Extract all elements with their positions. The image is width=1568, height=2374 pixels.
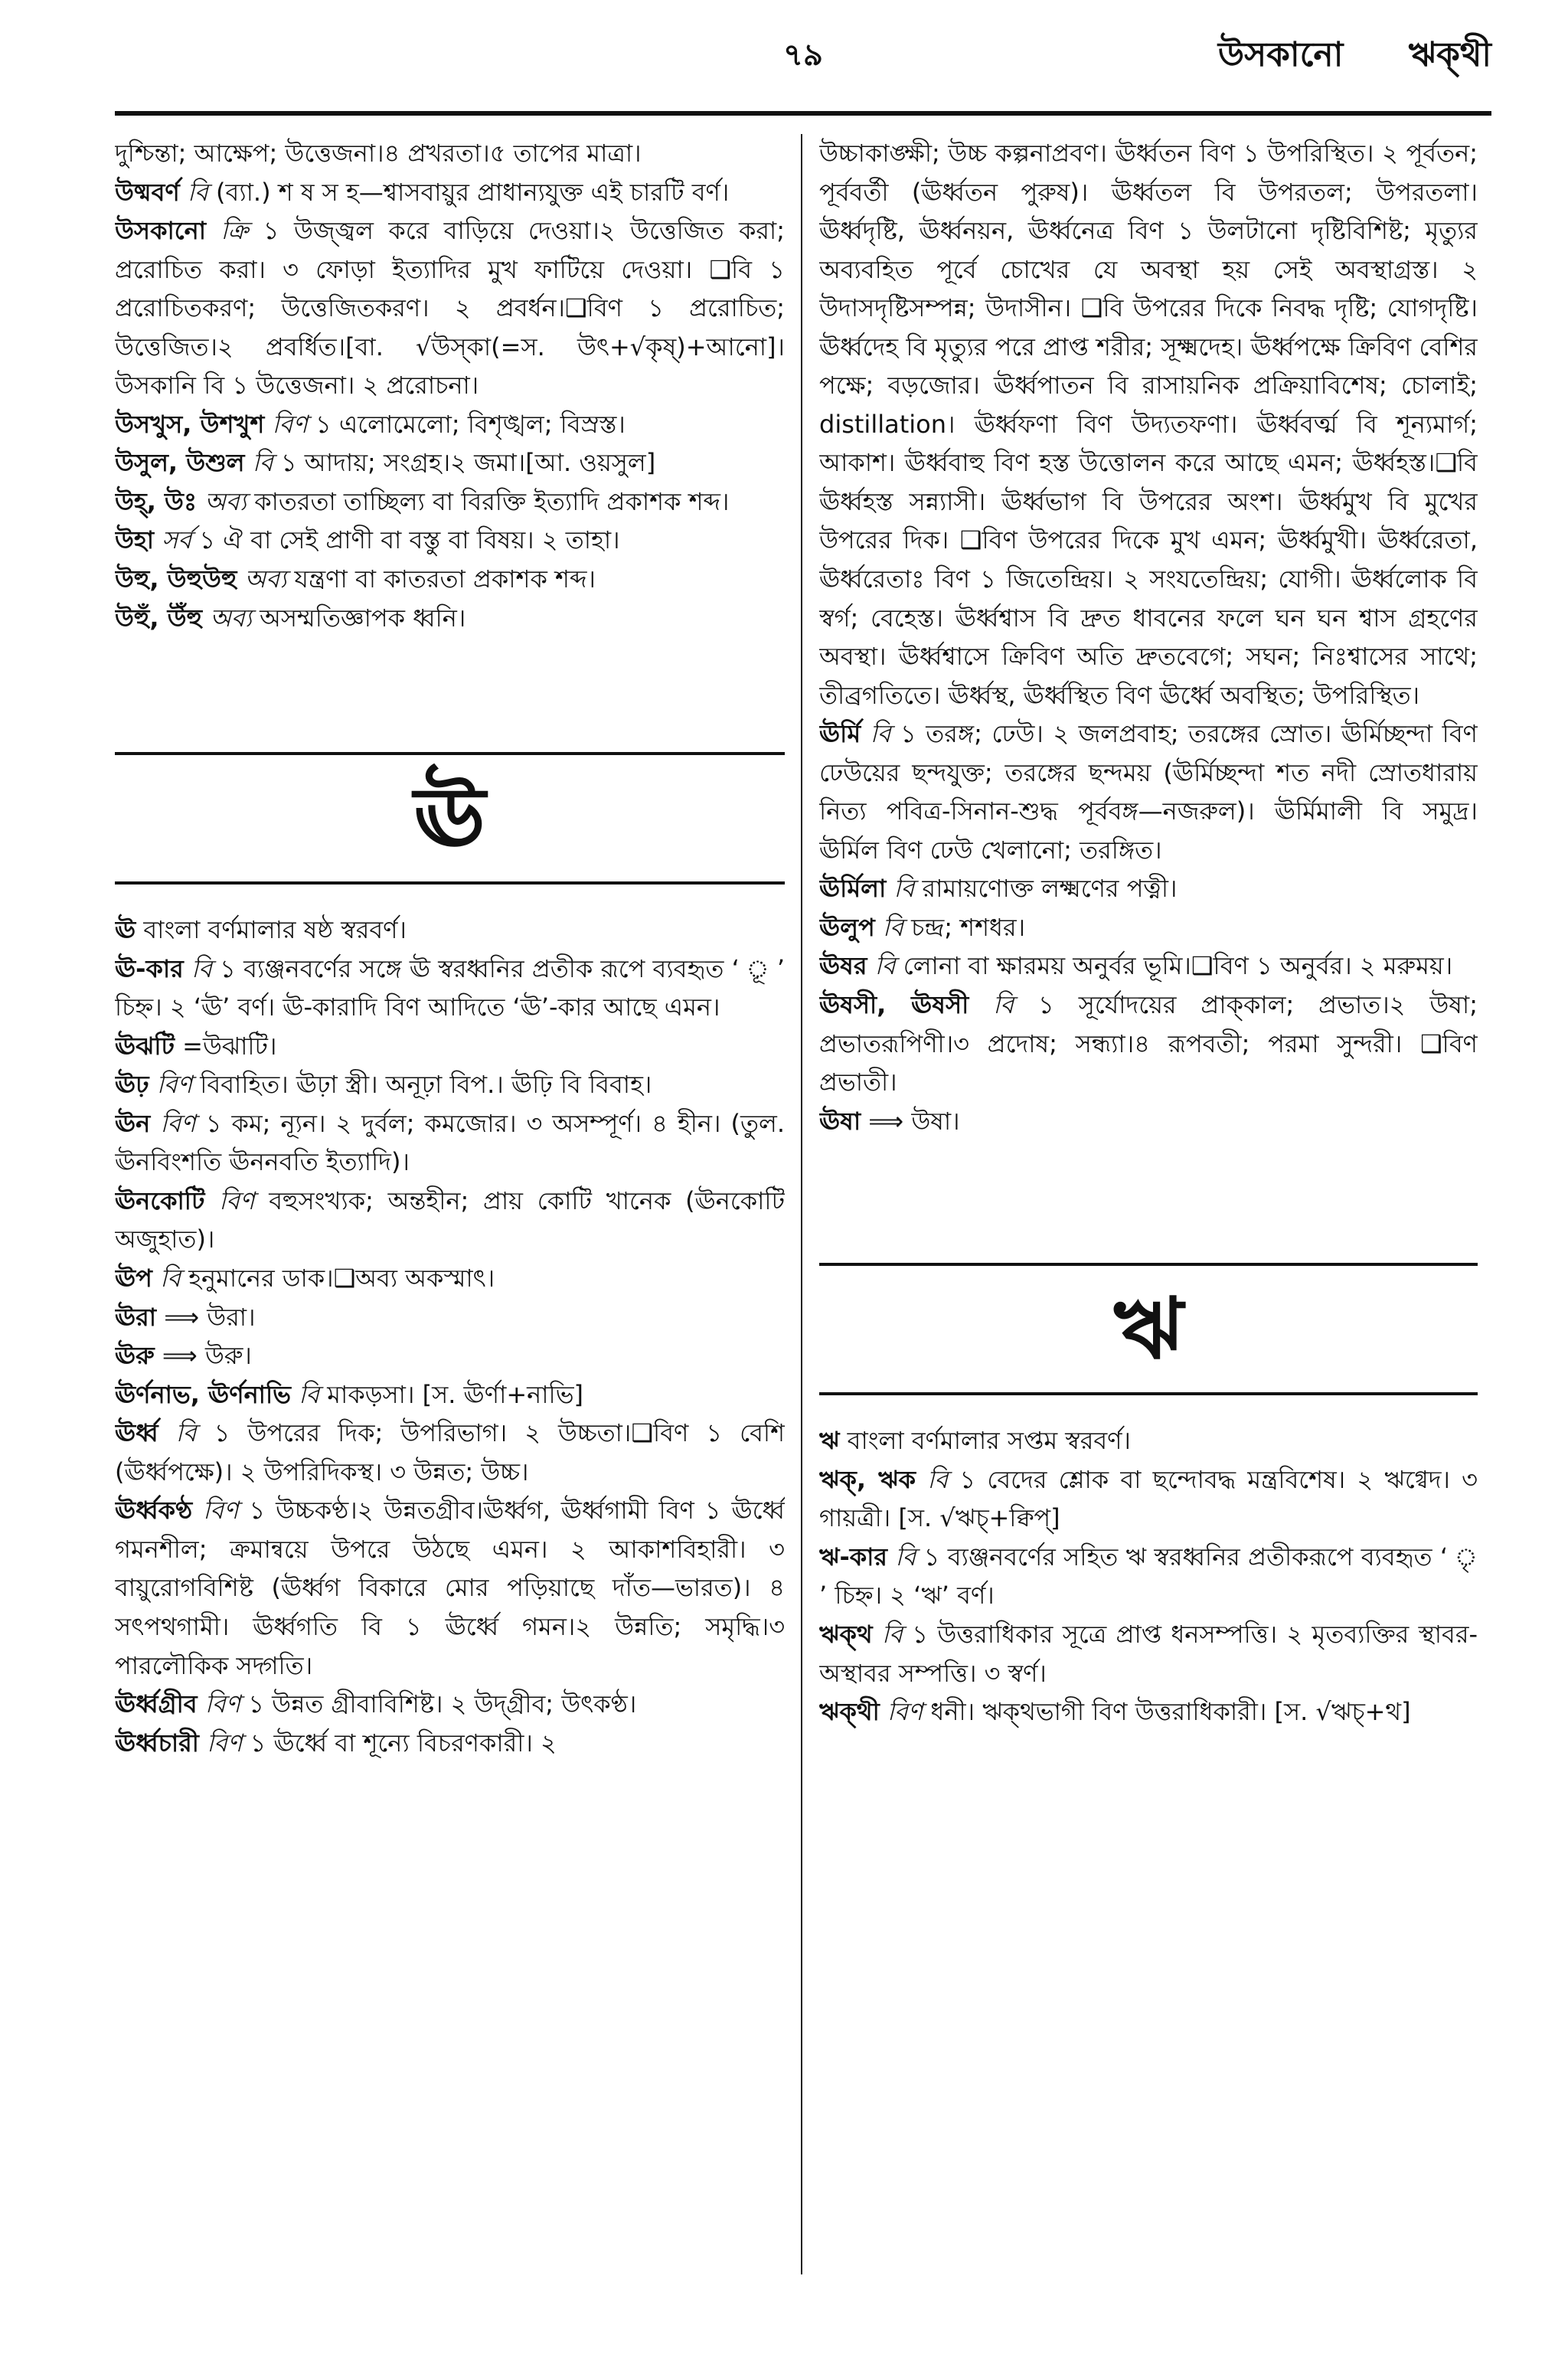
dictionary-entry [819,714,1478,869]
part-of-speech: বি [175,1418,197,1448]
definition-text: উচ্চাকাঙ্ক্ষী; উচ্চ কল্পনাপ্রবণ। ঊর্ধ্বতন বিণ ১ উপরিস্থিত। ২ পূর্বতন; পূর্ববর্তী (ঊর্ধ্বতন পুরুষ)। ঊর্ধ্বতল বি উপরতল; উপরতলা। ঊর্ধ্বদৃষ্টি, ঊর্ধ্বনয়ন, ঊর্ধ্বনেত্র বিণ ১ উলটানো দৃষ্টিবিশিষ্ট; মৃত্যুর অব্যবহিত পূর্বে চোখের যে অবস্থা হয় সেই অবস্থাগ্রস্ত। ২ উদাসদৃষ্টিসম্পন্ন; উদাসীন। ❑বি উপরের দিকে নিবদ্ধ দৃষ্টি; যোগদৃষ্টি। ঊর্ধ্বদেহ বি মৃত্যুর পরে প্রাপ্ত শরীর; সূক্ষ্মদেহ। ঊর্ধ্বপক্ষে ক্রিবিণ বেশির পক্ষে; বড়জোর। ঊর্ধ্বপাতন বি রাসায়নিক প্রক্রিয়াবিশেষ; চোলাই; distillation। ঊর্ধ্বফণা বিণ উদ্যতফণা। ঊর্ধ্ববর্ত্ম বি শূন্যমার্গ; আকাশ। ঊর্ধ্ববাহু বিণ হস্ত উত্তোলন করে আছে এমন; ঊর্ধ্বহস্ত।❑বি ঊর্ধ্বহস্ত সন্ন্যাসী। ঊর্ধ্বভাগ বি উপরের অংশ। ঊর্ধ্বমুখ বি মুখের উপরের দিক। ❑বিণ উপরের দিকে মুখ এমন; ঊর্ধ্বমুখী। ঊর্ধ্বরেতা, ঊর্ধ্বরেতাঃ বিণ ১ জিতেন্দ্রিয়। ২ সংযতেন্দ্রিয়; যোগী। ঊর্ধ্বলোক বি স্বর্গ; বেহেস্ত। ঊর্ধ্বশ্বাস বি দ্রুত ধাবনের ফলে ঘন ঘন শ্বাস গ্রহণের অবস্থা। ঊর্ধ্বশ্বাসে ক্রিবিণ অতি দ্রুতবেগে; সঘন; নিঃশ্বাসের সাথে; তীব্রগতিতে। ঊর্ধ্বস্থ, ঊর্ধ্বস্থিত বিণ ঊর্ধ্বে অবস্থিত; উপরিস্থিত। [819,139,1478,710]
part-of-speech: বি [927,1464,949,1494]
dictionary-entry [115,1491,785,1685]
dictionary-entry [115,211,785,405]
dictionary-entry [819,1538,1478,1615]
headword: ঊষর [819,951,867,981]
headword: উষ্মবর্ণ [115,177,180,207]
dictionary-entry [115,173,785,212]
headword: উহু, উহুউহু [115,564,237,594]
part-of-speech: বিণ [219,1185,255,1215]
dictionary-entry [819,869,1478,908]
dictionary-entry [819,947,1478,986]
headword: ঊরা [115,1302,157,1332]
part-of-speech: বি [893,874,915,904]
part-of-speech: বিণ [160,1108,196,1138]
right-entries-top [819,134,1478,1140]
headword: ঋক্‌, ঋক [819,1464,916,1494]
headword: উহ্‌, উঃ [115,486,198,516]
part-of-speech: অব্য [204,486,247,516]
dictionary-entry [115,443,785,482]
dictionary-entry [115,1182,785,1259]
headword: ঋ-কার [819,1542,888,1571]
definition-text: ১ উন্নত গ্রীবাবিশিষ্ট। ২ উদ্গ্রীব; উৎকণ্ঠ। [248,1689,637,1719]
dictionary-entry [115,1685,785,1724]
part-of-speech: বি [874,951,896,981]
headword: ঊরু [115,1341,155,1371]
page-number: ৭৯ [783,38,823,73]
definition-text: ১ উপরের দিক; উপরিভাগ। ২ উচ্চতা।❑বিণ ১ বেশি (ঊর্ধ্বপক্ষে)। ২ উপরিদিকস্থ। ৩ উন্নত; উচ্চ। [115,1418,785,1486]
dictionary-entry [115,405,785,444]
definition-text: ⟹ উরা। [164,1302,256,1332]
part-of-speech: বি [191,953,212,983]
definition-text: ১ আদায়; সংগ্রহ।২ জমা।[আ. ওয়সুল] [280,448,656,478]
guide-words [1165,29,1491,85]
headword: ঊপ [115,1264,152,1293]
section-break-uu [115,752,785,885]
headword: ঊন [115,1108,151,1138]
definition-text: চন্দ্র; শশধর। [911,912,1026,942]
section-rule-bottom [115,881,785,885]
headword: ঊষা [819,1106,861,1136]
headword: ঋক্‌থী [819,1697,880,1727]
part-of-speech: অব্য [210,603,252,633]
part-of-speech: বি [187,177,208,207]
part-of-speech: বিণ [203,1496,239,1525]
dictionary-entry [819,986,1478,1102]
part-of-speech: অব্য [244,564,287,594]
part-of-speech: বিণ [207,1728,243,1758]
part-of-speech: বি [882,912,903,942]
headword: ঊর্ধ্বচারী [115,1728,199,1758]
dictionary-entry [115,1375,785,1414]
dictionary-entry [819,1102,1478,1141]
section-letter-ri: ঋ [1113,1280,1184,1378]
dictionary-entry [115,560,785,599]
dictionary-entry [115,1065,785,1104]
dictionary-entry [115,1336,785,1375]
headword: ঊর্ধ্ব [115,1418,158,1448]
definition-text: ১ বেদের শ্লোক বা ছন্দোবদ্ধ মন্ত্রবিশেষ। ২ ঋগ্বেদ। ৩ গায়ত্রী। [স. √ঋচ্‌+ক্বিপ্‌] [819,1464,1478,1533]
headword: ঊ [115,915,136,945]
part-of-speech: সর্ব [162,525,192,555]
definition-text: লোনা বা ক্ষারময় অনুর্বর ভূমি।❑বিণ ১ অনুর্বর। ২ মরুময়। [903,951,1453,981]
headword: ঊঢ় [115,1070,149,1100]
definition-text: ১ তরঙ্গ; ঢেউ। ২ জলপ্রবাহ; তরঙ্গের স্রোত। ঊর্মিচ্ছন্দা বিণ ঢেউয়ের ছন্দযুক্ত; তরঙ্গের ছন্দময় (ঊর্মিচ্ছন্দা শত নদী স্রোতধারায় নিত্য পবিত্র-সিনান-শুদ্ধ পূর্ববঙ্গ—নজরুল)। ঊর্মিমালী বি সমুদ্র। ঊর্মিল বিণ ঢেউ খেলানো; তরঙ্গিত। [819,719,1478,865]
definition-text: বাংলা বর্ণমালার ষষ্ঠ স্বরবর্ণ। [143,915,407,945]
definition-text: ১ কম; ন্যূন। ২ দুর্বল; কমজোর। ৩ অসম্পূর্ণ। ৪ হীন। (তুল. ঊনবিংশতি ঊননবতি ইত্যাদি)। [115,1108,785,1177]
headword: উহা [115,525,155,555]
headword: উসুল, উশুল [115,448,245,478]
column-divider [801,134,802,2274]
headword: ঊঝটি [115,1031,175,1061]
dictionary-entry [115,482,785,522]
headword: উহুঁ, উঁহু [115,603,203,633]
part-of-speech: বিণ [156,1070,193,1100]
definition-text: ⟹ উরু। [162,1341,252,1371]
definition-text: ধনী। ঋক্‌থভাগী বিণ উত্তরাধিকারী। [স. √ঋচ্‌+থ] [930,1697,1411,1727]
headword: ঊলুপ [819,912,875,942]
definition-text: বিবাহিত। ঊঢ়া স্ত্রী। অনূঢ়া বিপ.। ঊঢ়ি বি বিবাহ। [200,1070,652,1100]
dictionary-entry [819,134,1478,714]
dictionary-entry [115,911,785,950]
definition-text: ১ এলোমেলো; বিশৃঙ্খল; বিস্রস্ত। [315,409,626,439]
section-break-ri [819,1263,1478,1395]
headword: ঊষসী, ঊষসী [819,990,969,1020]
definition-text: =উঝাটি। [182,1031,277,1061]
dictionary-entry [819,1692,1478,1731]
definition-text: ১ ঐ বা সেই প্রাণী বা বস্তু বা বিষয়। ২ তাহা। [199,525,620,555]
left-column [115,134,785,2282]
definition-text: ১ ঊর্ধ্বে বা শূন্যে বিচরণকারী। ২ [250,1728,557,1758]
guide-word-last: ঋক্‌থী [1408,35,1491,74]
definition-text: রামায়ণোক্ত লক্ষ্মণের পত্নী। [922,874,1178,904]
headword: ঊ-কার [115,953,184,983]
part-of-speech: বিণ [272,409,308,439]
headword: ঊর্ধ্বকণ্ঠ [115,1496,193,1525]
part-of-speech: বি [160,1264,181,1293]
dictionary-entry [115,1414,785,1491]
headword: ঊর্ণনাভ, ঊর্ণনাভি [115,1379,291,1409]
definition-text: যন্ত্রণা বা কাতরতা প্রকাশক শব্দ। [294,564,596,594]
part-of-speech: বি [993,990,1014,1020]
definition-text: মাকড়সা। [স. ঊর্ণা+নাভি] [327,1379,584,1409]
part-of-speech: বি [870,719,891,749]
definition-text: কাতরতা তাচ্ছিল্য বা বিরক্তি ইত্যাদি প্রকাশক শব্দ। [254,486,730,516]
headword: ঋ [819,1426,840,1456]
section-letter-uu: ঊ [413,769,486,868]
dictionary-entry [115,1027,785,1066]
dictionary-entry [115,1259,785,1298]
part-of-speech: বি [881,1619,903,1649]
definition-text: ১ উচ্চকণ্ঠ।২ উন্নতগ্রীব।ঊর্ধ্বগ, ঊর্ধ্বগামী বিণ ১ ঊর্ধ্বে গমনশীল; ক্রমান্বয়ে উপরে উঠছে এমন। ২ আকাশবিহারী। ৩ বায়ুরোগবিশিষ্ট (ঊর্ধ্বগ বিকারে মোর পড়িয়াছে দাঁত—ভারত)। ৪ সৎপথগামী। ঊর্ধ্বগতি বি ১ ঊর্ধ্বে গমন।২ উন্নতি; সমৃদ্ধি।৩ পারলৌকিক সদ্গতি। [115,1496,785,1680]
dictionary-entry [115,599,785,638]
definition-text: ১ সূর্যোদয়ের প্রাক্‌কাল; প্রভাত।২ উষা; প্রভাতরূপিণী।৩ প্রদোষ; সন্ধ্যা।৪ রূপবতী; পরমা সুন্দরী। ❑বিণ প্রভাতী। [819,990,1478,1097]
definition-text: হনুমানের ডাক।❑অব্য অকস্মাৎ। [188,1264,495,1293]
definition-text: দুশ্চিন্তা; আক্ষেপ; উত্তেজনা।৪ প্রখরতা।৫ তাপের মাত্রা। [115,139,642,168]
headword: ঊনকোটি [115,1185,205,1215]
left-entries-top [115,134,785,637]
headword: ঊর্মিলা [819,874,887,904]
definition-text: বাংলা বর্ণমালার সপ্তম স্বরবর্ণ। [847,1426,1131,1456]
guide-word-first: উসকানো [1217,35,1344,74]
part-of-speech: বি [895,1542,916,1571]
dictionary-entry [819,1460,1478,1538]
dictionary-entry [819,1421,1478,1460]
part-of-speech: বি [299,1379,320,1409]
part-of-speech: ক্রি [220,216,249,246]
definition-text: ১ ব্যঞ্জনবর্ণের সঙ্গে ঊ স্বরধ্বনির প্রতীক রূপে ব্যবহৃত ‘ ূ ’ চিহ্ন। ২ ‘ঊ’ বর্ণ। ঊ-কারাদি বিণ আদিতে ‘ঊ’-কার আছে এমন। [115,953,785,1022]
headword: ঊর্ধ্বগ্রীব [115,1689,198,1719]
dictionary-entry [115,1724,785,1763]
definition-text: ১ ব্যঞ্জনবর্ণের সহিত ঋ স্বরধ্বনির প্রতীকরূপে ব্যবহৃত ‘ ৃ ’ চিহ্ন। ২ ‘ঋ’ বর্ণ। [819,1542,1478,1610]
page-header [115,15,1491,100]
right-entries-bottom [819,1421,1478,1731]
dictionary-entry [115,134,785,173]
dictionary-entry [115,521,785,560]
definition-text: ⟹ উষা। [868,1106,960,1136]
headword: ঊর্মি [819,719,861,749]
right-column [819,134,1478,2282]
part-of-speech: বি [252,448,273,478]
headword: উসখুস, উশখুশ [115,409,265,439]
header-rule [115,111,1491,116]
headword: ঋক্‌থ [819,1619,873,1649]
left-entries-bottom [115,911,785,1762]
part-of-speech: বিণ [887,1697,923,1727]
dictionary-entry [115,1298,785,1337]
definition-text: অসম্মতিজ্ঞাপক ধ্বনি। [260,603,466,633]
section-rule-bottom [819,1392,1478,1395]
definition-text: (ব্যা.) শ ষ স হ—শ্বাসবায়ুর প্রাধান্যযুক্ত এই চারটি বর্ণ। [216,177,730,207]
part-of-speech: বিণ [204,1689,241,1719]
dictionary-entry [819,1615,1478,1692]
dictionary-entry [115,950,785,1027]
definition-text: ১ উত্তরাধিকার সূত্রে প্রাপ্ত ধনসম্পত্তি। ২ মৃতব্যক্তির স্থাবর-অস্থাবর সম্পত্তি। ৩ স্বর্ণ। [819,1619,1478,1688]
dictionary-entry [819,908,1478,947]
dictionary-entry [115,1104,785,1182]
definition-text: বহুসংখ্যক; অন্তহীন; প্রায় কোটি খানেক (ঊনকোটি অজুহাত)। [115,1185,785,1254]
headword: উসকানো [115,216,206,246]
definition-text: ১ উজ্জ্বল করে বাড়িয়ে দেওয়া।২ উত্তেজিত করা; প্ররোচিত করা। ৩ ফোড়া ইত্যাদির মুখ ফাটিয়ে দেওয়া। ❑বি ১ প্ররোচিতকরণ; উত্তেজিতকরণ। ২ প্রবর্ধন।❑বিণ ১ প্ররোচিত; উত্তেজিত।২ প্রবর্ধিত।[বা. √উস্‌কা(=স. উৎ+√কৃষ্)+আনো]। উসকানি বি ১ উত্তেজনা। ২ প্ররোচনা। [115,216,785,401]
